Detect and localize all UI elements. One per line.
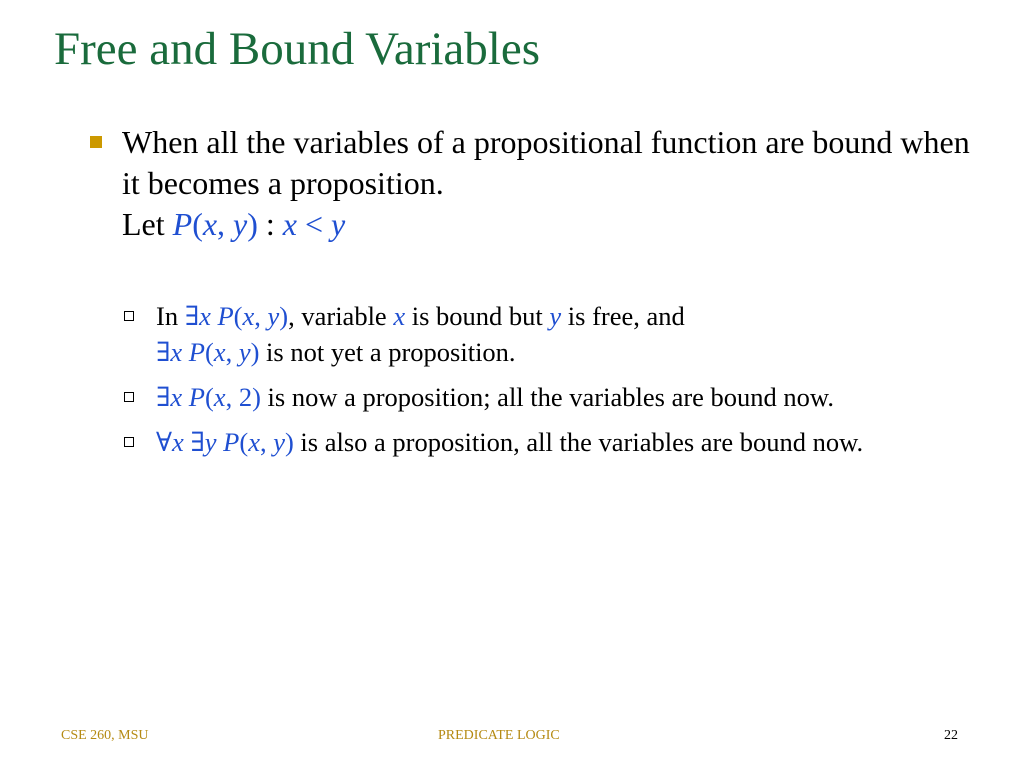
sub-bullet-1 — [124, 298, 974, 370]
sub-bullet-2-text: ∃x P(x, 2) is now a proposition; all the variables are bound now. — [156, 382, 834, 412]
sub-bullet-3 — [124, 424, 974, 460]
variable-y: y — [549, 301, 562, 331]
formula-exists-x-p-x2: ∃x P(x, 2) — [156, 382, 261, 412]
main-bullet — [90, 122, 970, 245]
footer-course: CSE 260, MSU — [61, 728, 149, 743]
sub-bullet-1-text: In ∃x P(x, y), variable x is bound but y is free, and ∃x P(x, y) is not yet a proposition. — [156, 301, 685, 367]
let-formula-inequality: x < y — [282, 206, 346, 242]
main-bullet-text: When all the variables of a propositional function are bound when it becomes a proposition. Let P(x, y) : x < y — [122, 124, 970, 242]
let-formula: P(x, y) — [172, 206, 258, 242]
sub-bullet-2 — [124, 379, 974, 415]
hollow-square-bullet-icon — [124, 437, 134, 447]
let-word: Let — [122, 206, 165, 242]
square-bullet-icon — [90, 136, 102, 148]
hollow-square-bullet-icon — [124, 311, 134, 321]
sub-bullet-3-text: ∀x ∃y P(x, y) is also a proposition, all the variables are bound now. — [156, 427, 864, 457]
slide-title: Free and Bound Variables — [54, 23, 540, 75]
formula-exists-x-p-xy: ∃x P(x, y) — [184, 301, 289, 331]
variable-x: x — [393, 301, 406, 331]
footer-topic: PREDICATE LOGIC — [438, 728, 560, 743]
sub-bullet-list — [124, 298, 974, 469]
page-number: 22 — [944, 728, 958, 743]
formula-exists-x-p-xy-2: ∃x P(x, y) — [156, 337, 260, 367]
bullet-intro-text: When all the variables of a propositional function are bound when it becomes a proposition. — [122, 124, 970, 201]
formula-forall-x-exists-y: ∀x ∃y P(x, y) — [156, 427, 294, 457]
hollow-square-bullet-icon — [124, 392, 134, 402]
